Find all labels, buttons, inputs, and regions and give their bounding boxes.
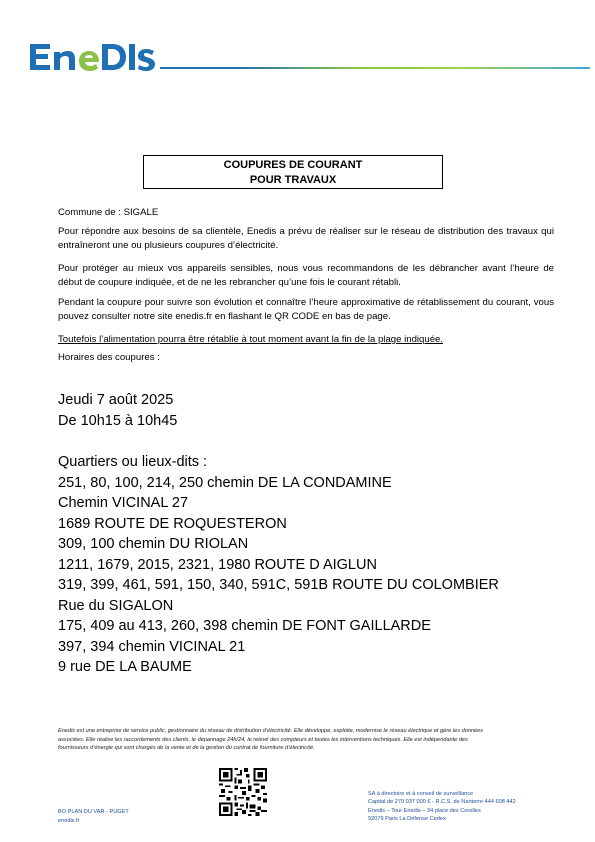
disclaimer-line-3: fournisseurs d’énergie qui sont chargés de la vente et de la gestion du contrat de fourniture d’électricité. <box>58 745 315 751</box>
location-item: 397, 394 chemin VICINAL 21 <box>58 638 246 655</box>
title-box <box>143 155 443 189</box>
locations-block <box>58 452 499 678</box>
location-item: Rue du SIGALON <box>58 597 174 614</box>
paragraph-4 <box>58 333 554 347</box>
disclaimer-line-1: Enedis est une entreprise de service public, gestionnaire du réseau de distribution d’électricité. Elle développe, exploite, modernise le réseau électrique et gère les données <box>58 728 484 734</box>
paragraph-2: Pour protéger au mieux vos appareils sensibles, nous vous recommandons de les débrancher avant l’heure de début de coupure indiquée, et de ne les rebrancher qu’une fois le courant rétabli. <box>58 263 554 288</box>
title-line-2: POUR TRAVAUX <box>249 174 337 186</box>
paragraph-4-underlined: Toutefois l’alimentation pourra être rétablie à tout moment avant la fin de la plage indiquée. <box>58 334 444 345</box>
schedule-time: De 10h15 à 10h45 <box>58 412 178 429</box>
footer-website-link[interactable]: enedis.fr <box>58 817 80 824</box>
footer-legal-line-1: SA à directoire et à conseil de surveillance <box>368 791 474 797</box>
locations-heading: Quartiers ou lieux-dits : <box>58 454 208 470</box>
location-item: 309, 100 chemin DU RIOLAN <box>58 536 249 552</box>
location-item: 175, 409 au 413, 260, 398 chemin DE FONT GAILLARDE <box>58 618 431 634</box>
location-item: 9 rue DE LA BAUME <box>58 659 192 675</box>
brand-gradient-line <box>160 67 590 69</box>
footer-legal-line-4: 92079 Paris La Défense Cedex <box>368 815 446 822</box>
location-item: 1689 ROUTE DE ROQUESTERON <box>58 515 287 532</box>
location-item: 251, 80, 100, 214, 250 chemin DE LA CONDAMINE <box>58 474 392 491</box>
horaires-label: Horaires des coupures : <box>58 352 160 363</box>
qr-code-icon[interactable] <box>219 768 267 816</box>
enedis-logo <box>28 40 156 74</box>
paragraph-1: Pour répondre aux besoins de sa clientèle, Enedis a prévu de réaliser sur le réseau de distribution des travaux qui entraîneront une ou plusieurs coupures d’électricité. <box>58 226 554 251</box>
schedule-block <box>58 390 177 431</box>
footer-legal-line-3: Enedis – Tour Enedis – 34 place des Corolles <box>368 807 481 814</box>
disclaimer <box>58 727 548 753</box>
disclaimer-line-2: associées. Elle réalise les raccordements des clients, le dépannage 24h/24, le relevé des compteurs et toutes les interventions techniques. Elle est indépendante des <box>58 736 468 743</box>
schedule-date: Jeudi 7 août 2025 <box>58 392 174 408</box>
location-item: 1211, 1679, 2015, 2321, 1980 ROUTE D AIGLUN <box>58 556 377 573</box>
paragraph-3: Pendant la coupure pour suivre son évolution et connaître l’heure approximative de rétablissement du courant, vous pouvez consulter notre site enedis.fr en flashant le QR CODE en bas de page. <box>58 297 554 322</box>
commune-label: Commune de : SIGALE <box>58 207 159 218</box>
title-line-1: COUPURES DE COURANT <box>223 159 363 171</box>
location-item: Chemin VICINAL 27 <box>58 495 189 511</box>
location-item: 319, 399, 461, 591, 150, 340, 591C, 591B ROUTE DU COLOMBIER <box>58 577 499 593</box>
footer-right <box>368 790 516 823</box>
footer-left <box>58 808 129 825</box>
footer-agency: BO PLAN DU VAR - PUGET <box>58 809 129 815</box>
footer-legal-line-2: Capital de 270 037 000 € - R.C.S. de Nanterre 444 608 442 <box>368 799 516 806</box>
